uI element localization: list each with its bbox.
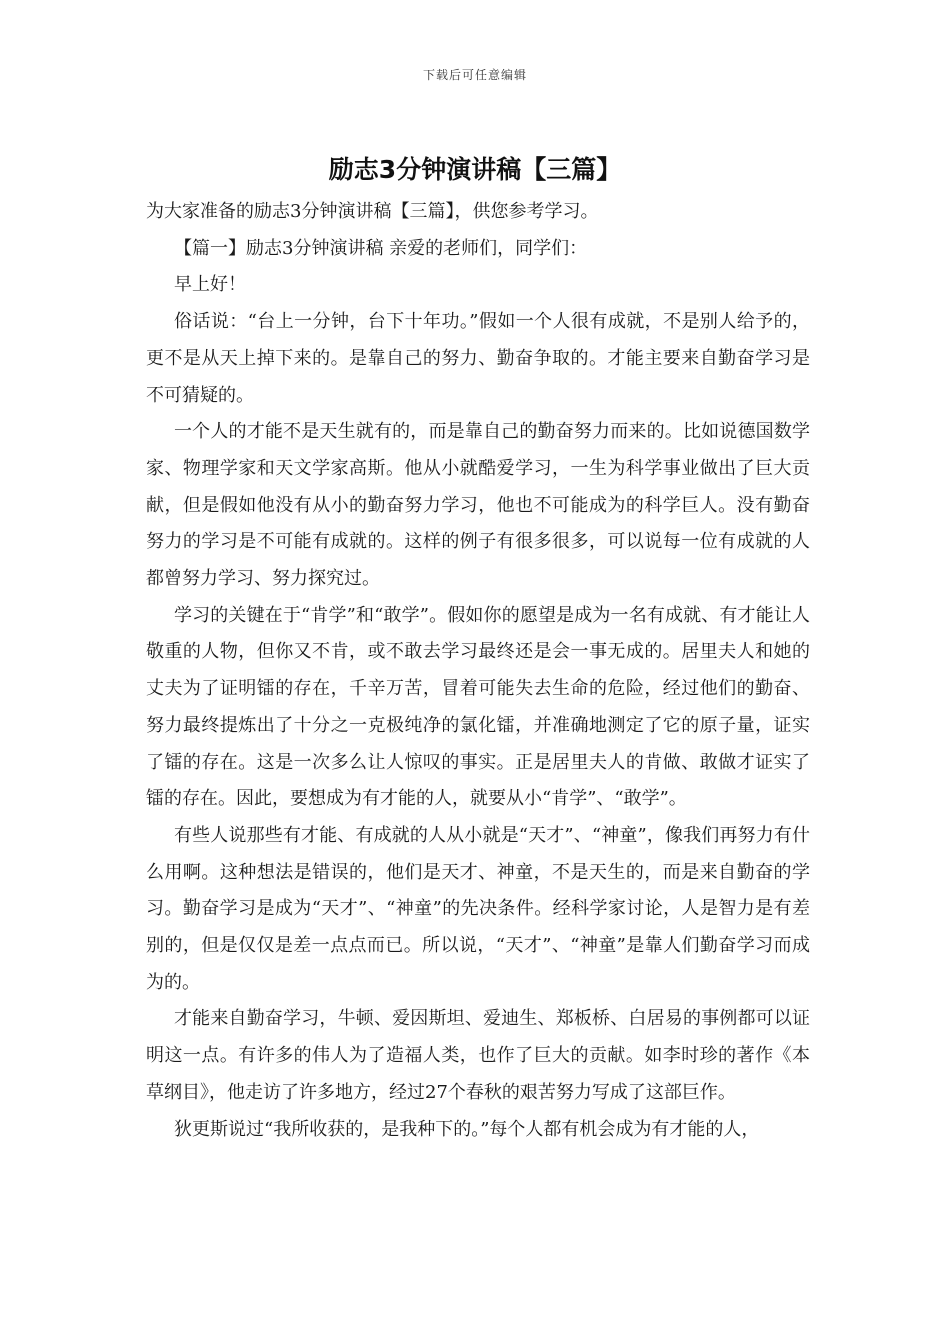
section-heading-paragraph: 【篇一】励志3分钟演讲稿 亲爱的老师们，同学们： bbox=[174, 237, 588, 259]
body-paragraph: 狄更斯说过“我所收获的，是我种下的。”每个人都有机会成为有才能的人， bbox=[174, 1118, 760, 1140]
document-title: 励志3分钟演讲稿【三篇】 bbox=[328, 155, 622, 184]
body-paragraph: 有些人说那些有才能、有成就的人从小就是“天才”、“神童”，像我们再努力有什么用啊。这种想法是错误的，他们是天才、神童，不是天生的，而是来自勤奋的学习。勤奋学习是成为“天才”、“神童”的先决条件。经科学家讨论，人是智力是有差别的，但是仅仅是差一点点而已。所以说，“天才”、“神童”是靠人们勤奋学习而成为的。 bbox=[146, 824, 810, 993]
body-paragraph: 学习的关键在于“肯学”和“敢学”。假如你的愿望是成为一名有成就、有才能让人敬重的人物，但你又不肯，或不敢去学习最终还是会一事无成的。居里夫人和她的丈夫为了证明镭的存在，千辛万苦，冒着可能失去生命的危险，经过他们的勤奋、努力最终提炼出了十分之一克极纯净的氯化镭，并准确地测定了它的原子量，证实了镭的存在。这是一次多么让人惊叹的事实。正是居里夫人的肯做、敢做才证实了镭的存在。因此，要想成为有才能的人，就要从小“肯学”、“敢学”。 bbox=[146, 604, 810, 810]
greeting-paragraph: 早上好！ bbox=[174, 274, 246, 296]
body-paragraph: 俗话说：“台上一分钟，台下十年功。”假如一个人很有成就，不是别人给予的，更不是从天上掉下来的。是靠自己的努力、勤奋争取的。才能主要来自勤奋学习是不可猜疑的。 bbox=[146, 311, 810, 406]
header-note: 下载后可任意编辑 bbox=[422, 68, 527, 82]
document-body bbox=[146, 194, 810, 1148]
body-paragraph: 才能来自勤奋学习，牛顿、爱因斯坦、爱迪生、郑板桥、白居易的事例都可以证明这一点。有许多的伟人为了造福人类，也作了巨大的贡献。如李时珍的著作《本草纲目》，他走访了许多地方，经过27个春秋的艰苦努力写成了这部巨作。 bbox=[146, 1008, 810, 1103]
intro-paragraph: 为大家准备的励志3分钟演讲稿【三篇】，供您参考学习。 bbox=[146, 201, 599, 222]
body-paragraph: 一个人的才能不是天生就有的，而是靠自己的勤奋努力而来的。比如说德国数学家、物理学家和天文学家高斯。他从小就酷爱学习，一生为科学事业做出了巨大贡献，但是假如他没有从小的勤奋努力学习，他也不可能成为的科学巨人。没有勤奋努力的学习是不可能有成就的。这样的例子有很多很多，可以说每一位有成就的人都曾努力学习、努力探究过。 bbox=[146, 421, 810, 590]
